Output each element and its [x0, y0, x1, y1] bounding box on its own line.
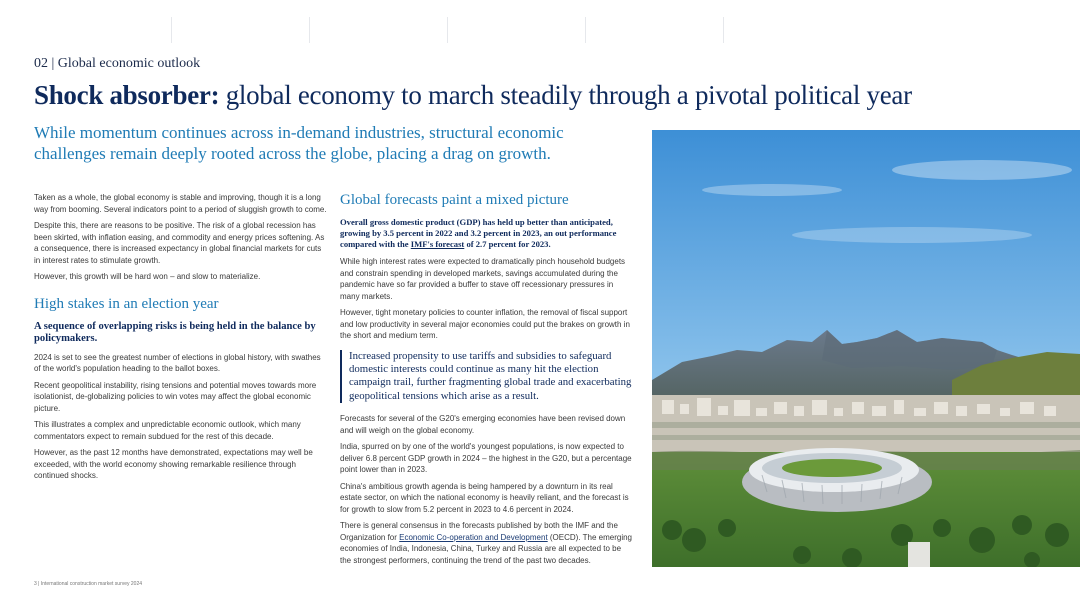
top-divider-segment [448, 17, 586, 43]
paragraph: Forecasts for several of the G20's emerging economies have been revised down and will weigh on the global economy. [340, 414, 626, 435]
paragraph: While high interest rates were expected to dramatically pinch household budgets and constrain spending in developed markets, savings accumulated during the pandemic have so far provided a buffer to stave off recessionary pressures in many markets. [340, 257, 626, 301]
middle-text-column [340, 192, 632, 571]
paragraph: Recent geopolitical instability, rising tensions and potential moves towards more isolationist, de-globalizing policies to win votes may affect the global economic picture. [34, 380, 317, 413]
headline-bold: Shock absorber: [34, 80, 220, 110]
paragraph: However, this growth will be hard won – and slow to materialize. [34, 272, 261, 281]
lead-text: Overall gross domestic product (GDP) has held up better than anticipated, growing by 3.5 percent in 2022 and 3.2 percent in 2023, an out performance compared with the [340, 217, 617, 249]
paragraph [340, 520, 632, 566]
section-heading-election: High stakes in an election year [34, 295, 219, 312]
paragraph: Taken as a whole, the global economy is stable and improving, though it is a long way from booming. Several indicators point to a period of sluggish growth to come. [34, 193, 327, 214]
top-divider-segment [586, 17, 724, 43]
pull-quote: Increased propensity to use tariffs and subsidies to safeguard domestic interests could continue as many hit the election campaign trail, further fragmenting global trade and exacerbating geopolitical tensions which arise as a result. [340, 350, 632, 404]
lead-paragraph: A sequence of overlapping risks is being held in the balance by policymakers. [34, 320, 316, 344]
paragraph: China's ambitious growth agenda is being hampered by a downturn in its real estate sector, on which the national economy is heavily reliant, and the forecast is for growth to slow from 5.2 percent in 2023 to 4.6 percent in 2024. [340, 481, 629, 514]
paragraph-text: There is general consensus in the forecasts published by both the IMF and the Organization for [340, 521, 618, 542]
section-heading-forecasts: Global forecasts paint a mixed picture [340, 192, 569, 208]
page-footer: 3 | International construction market survey 2024 [34, 581, 143, 587]
paragraph-text: (OECD). The emerging economies of India, Indonesia, China, Turkey and Russia are all expected to be the strongest performers, continuing the trend of the past two decades. [340, 532, 632, 565]
paragraph: Despite this, there are reasons to be positive. The risk of a global recession has been skirted, with inflation easing, and commodity and energy prices softening. As a consequence, there is increased expectancy in global financial markets for cuts in interest rates to stimulate growth. [34, 221, 325, 265]
lead-text: of 2.7 percent for 2023. [464, 239, 551, 249]
oecd-link[interactable]: Economic Co-operation and Development [399, 532, 548, 542]
imf-forecast-link[interactable]: IMF's forecast [410, 239, 465, 249]
top-divider-segment [310, 17, 448, 43]
headline-rest: global economy to march steadily through a pivotal political year [219, 80, 912, 110]
paragraph: 2024 is set to see the greatest number of elections in global history, with swathes of the world's population heading to the ballot boxes. [34, 352, 321, 373]
top-divider-segment [172, 17, 310, 43]
paragraph: India, spurred on by one of the world's youngest populations, is now expected to deliver 6.8 percent GDP growth in 2024 – the highest in the G20, but a percentage point lower than in 2023. [340, 442, 632, 475]
paragraph: However, as the past 12 months have demonstrated, expectations may well be exceeded, with the world economy showing remarkable resilience through continued shocks. [34, 448, 313, 480]
landscape-illustration [652, 130, 1080, 567]
top-divider-segment [34, 17, 172, 43]
page-headline [34, 80, 912, 111]
lead-paragraph [340, 217, 632, 250]
paragraph: However, tight monetary policies to counter inflation, the removal of fiscal support and low productivity in several major economies could put the brakes on growth in the short and medium term. [340, 308, 630, 340]
paragraph: This illustrates a complex and unpredictable economic outlook, which many commentators expect to remain subdued for the rest of this decade. [34, 420, 301, 441]
top-divider-bar [34, 17, 724, 43]
page-subheadline: While momentum continues across in-demand industries, structural economic challenges remain deeply rooted across the globe, placing a drag on growth. [34, 123, 564, 163]
left-text-column [34, 192, 329, 487]
section-label: 02 | Global economic outlook [34, 56, 201, 71]
cape-town-stadium-photo [652, 130, 1080, 567]
